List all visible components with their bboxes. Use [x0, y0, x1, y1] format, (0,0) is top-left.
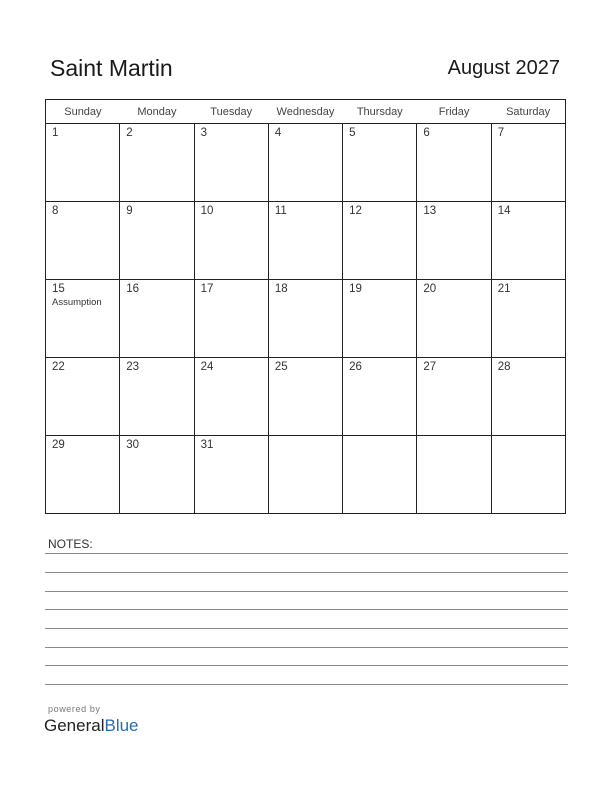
calendar-day-cell: [194, 358, 268, 436]
day-number: 24: [200, 361, 214, 373]
calendar-day-cell: [417, 358, 491, 436]
calendar-day-cell: [417, 202, 491, 280]
calendar-grid: [45, 99, 566, 514]
calendar-day-cell: [120, 202, 194, 280]
weekday-thursday: Thursday: [343, 100, 417, 124]
day-number: 15: [52, 283, 65, 295]
day-number: 26: [349, 361, 362, 373]
calendar-day-cell: [268, 436, 342, 514]
calendar-day-cell: [194, 202, 268, 280]
weekday-saturday: Saturday: [491, 100, 565, 124]
day-number: 12: [349, 205, 362, 217]
notes-line: [45, 572, 568, 573]
calendar-day-cell: [343, 124, 417, 202]
calendar-day-cell: [343, 280, 417, 358]
day-number: 23: [126, 361, 140, 373]
day-number: 28: [497, 361, 511, 373]
calendar-day-cell: [343, 202, 417, 280]
calendar-week-row: [46, 124, 566, 202]
day-number: 6: [423, 127, 430, 139]
day-number: 17: [200, 283, 214, 295]
day-number: 3: [200, 127, 207, 139]
day-number: 31: [200, 439, 214, 451]
calendar-day-cell: [268, 124, 342, 202]
generalblue-logo: [44, 716, 139, 736]
calendar-day-cell: [417, 124, 491, 202]
day-number: 20: [423, 283, 437, 295]
day-number: 29: [52, 439, 65, 451]
day-number: 21: [497, 283, 511, 295]
calendar-week-row: [46, 436, 566, 514]
calendar-day-cell: [491, 202, 565, 280]
day-number: 11: [274, 205, 287, 217]
day-number: 30: [126, 439, 140, 451]
day-number: 9: [126, 205, 133, 217]
weekday-monday: Monday: [120, 100, 194, 124]
day-number: 2: [126, 127, 133, 139]
day-number: 13: [423, 205, 437, 217]
weekday-wednesday: Wednesday: [268, 100, 342, 124]
notes-line: [45, 628, 568, 629]
country-title: Saint Martin: [50, 55, 173, 81]
notes-line: [45, 665, 568, 666]
calendar-day-cell: [268, 358, 342, 436]
calendar-day-cell: [491, 124, 565, 202]
calendar-day-cell: [46, 280, 120, 358]
notes-label: NOTES:: [48, 537, 93, 551]
logo-general: General: [44, 716, 105, 735]
calendar-day-cell: [491, 280, 565, 358]
notes-line: [45, 609, 568, 610]
calendar-day-cell: [46, 358, 120, 436]
day-number: 27: [423, 361, 437, 373]
calendar-day-cell: [268, 202, 342, 280]
day-number: 19: [349, 283, 362, 295]
notes-line: [45, 553, 568, 554]
calendar-day-cell: [343, 358, 417, 436]
day-number: 1: [52, 127, 59, 139]
day-number: 14: [497, 205, 511, 217]
calendar-day-cell: [343, 436, 417, 514]
calendar-day-cell: [120, 358, 194, 436]
calendar-day-cell: [194, 124, 268, 202]
weekday-sunday: Sunday: [46, 100, 120, 124]
month-title: August 2027: [447, 57, 560, 79]
notes-line: [45, 647, 568, 648]
day-number: 16: [126, 283, 140, 295]
day-number: 8: [52, 205, 59, 217]
calendar-day-cell: [194, 436, 268, 514]
day-number: 22: [52, 361, 65, 373]
calendar-day-cell: [46, 436, 120, 514]
calendar-day-cell: [417, 436, 491, 514]
day-number: 4: [274, 127, 282, 139]
holiday-label: Assumption: [52, 297, 102, 308]
powered-by-text: powered by: [48, 704, 101, 714]
calendar-day-cell: [46, 124, 120, 202]
weekday-friday: Friday: [417, 100, 491, 124]
calendar-day-cell: [194, 280, 268, 358]
calendar-day-cell: [46, 202, 120, 280]
day-number: 5: [349, 127, 356, 139]
notes-line: [45, 684, 568, 685]
calendar-day-cell: [417, 280, 491, 358]
weekday-header-row: [46, 100, 566, 124]
calendar-day-cell: [120, 280, 194, 358]
weekday-tuesday: Tuesday: [194, 100, 268, 124]
day-number: 18: [274, 283, 288, 295]
day-number: 7: [497, 127, 505, 139]
calendar-week-row: [46, 202, 566, 280]
calendar-day-cell: [120, 124, 194, 202]
calendar-day-cell: [491, 358, 565, 436]
calendar-day-cell: [268, 280, 342, 358]
day-number: 25: [274, 361, 288, 373]
calendar-week-row: [46, 280, 566, 358]
day-number: 10: [200, 205, 214, 217]
calendar-day-cell: [491, 436, 565, 514]
calendar-week-row: [46, 358, 566, 436]
calendar-day-cell: [120, 436, 194, 514]
logo-blue: Blue: [104, 716, 139, 735]
notes-line: [45, 591, 568, 592]
